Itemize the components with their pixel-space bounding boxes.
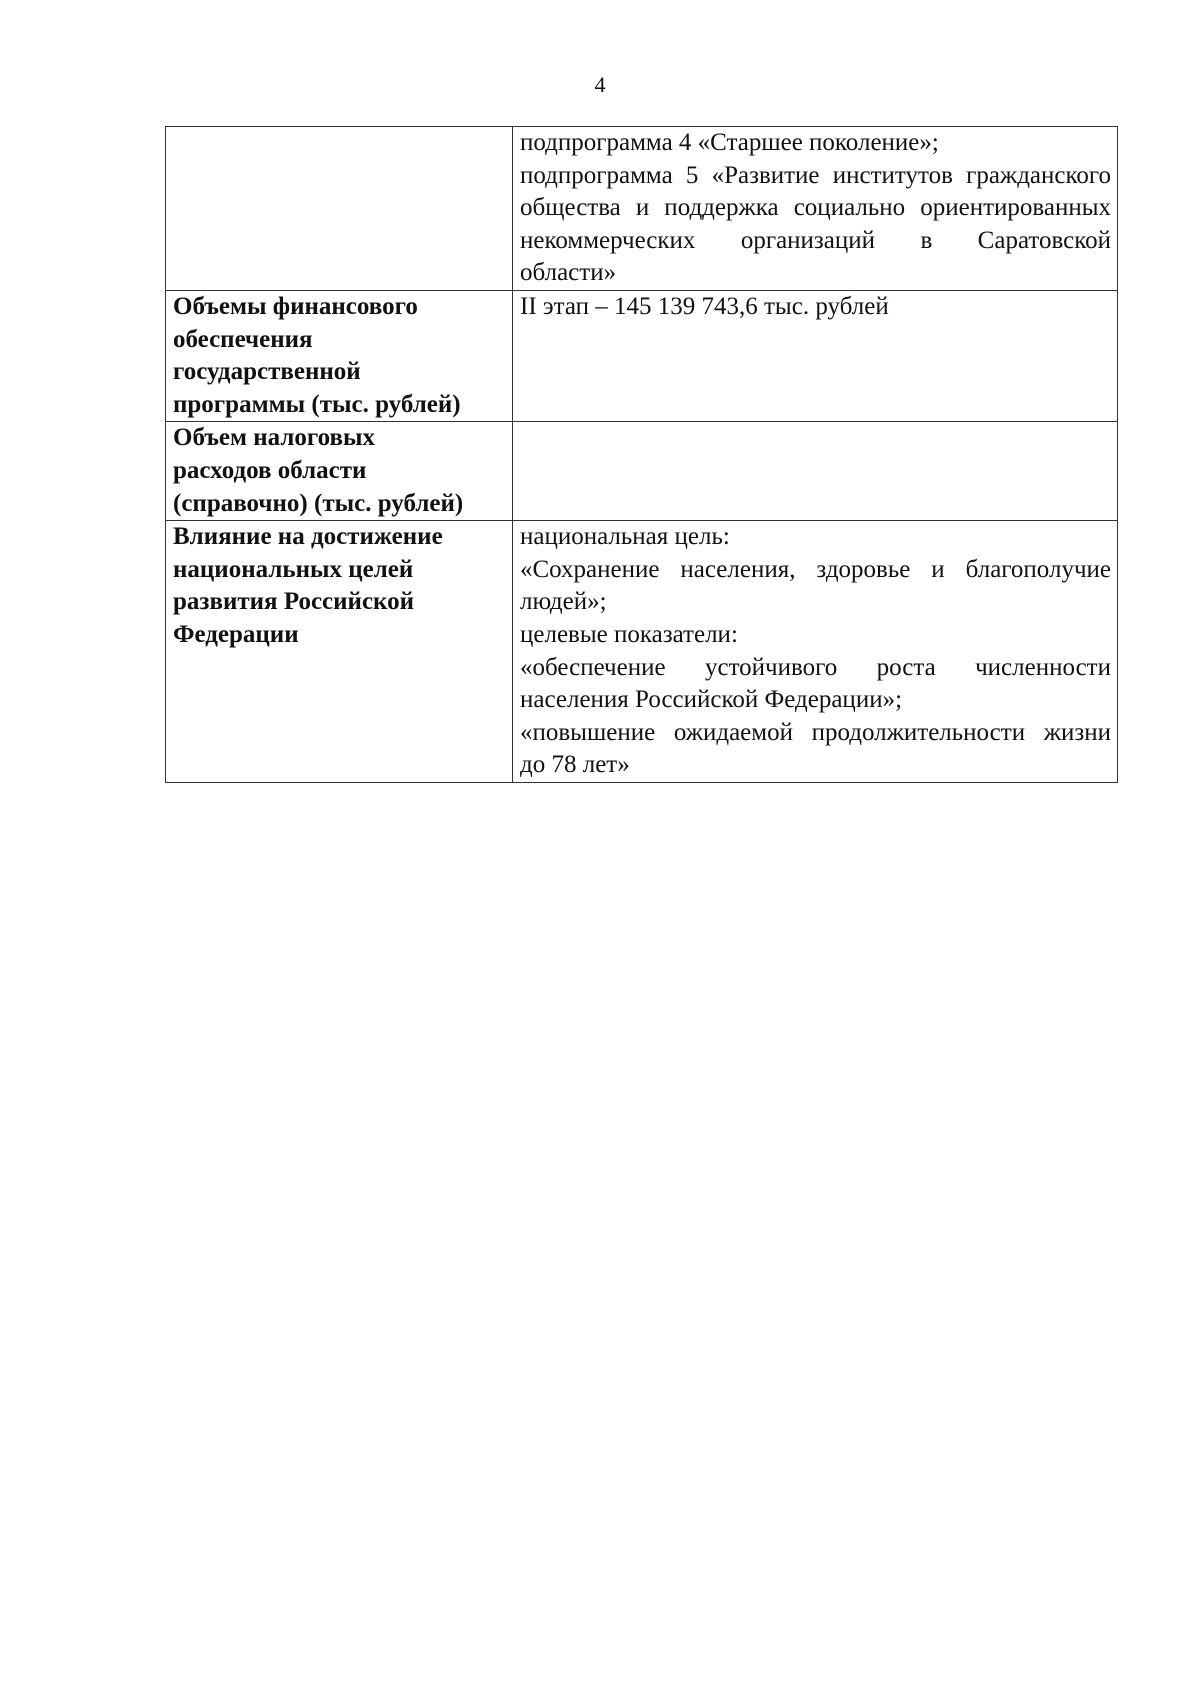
table-row-subprograms xyxy=(166,127,1118,291)
indicator-2-line-1: «повышение ожидаемой продолжительности жизни xyxy=(520,718,1111,746)
target-indicators-heading: целевые показатели: xyxy=(520,620,738,648)
label-line: Федерации xyxy=(173,620,299,648)
program-passport-table xyxy=(165,126,1118,783)
indicator-1-line-1: «обеспечение устойчивого роста численности xyxy=(520,653,1111,681)
row-label-tax-expenditures xyxy=(166,422,513,521)
financing-amount: II этап – 145 139 743,6 тыс. рублей xyxy=(520,292,889,320)
label-line: обеспечения xyxy=(173,325,313,353)
subprogram-4-line: подпрограмма 4 «Старшее поколение»; xyxy=(520,129,939,156)
row-value-national-goals xyxy=(513,521,1118,783)
page-number: 4 xyxy=(594,72,606,97)
label-line: расходов области xyxy=(173,456,367,484)
row-label-financing xyxy=(166,290,513,421)
label-line: государственной xyxy=(173,358,361,386)
label-line: Влияние на достижение xyxy=(173,523,443,551)
national-goal-line-2: людей»; xyxy=(520,588,607,616)
label-line: развития Российской xyxy=(173,588,415,616)
table-row-financing xyxy=(166,290,1118,421)
label-line: (справочно) (тыс. рублей) xyxy=(173,489,464,517)
row-label-national-goals xyxy=(166,521,513,783)
indicator-1-line-2: населения Российской Федерации»; xyxy=(520,686,903,714)
label-line: Объем налоговых xyxy=(173,424,376,452)
row-value-subprograms xyxy=(513,127,1118,291)
national-goal-line-1: «Сохранение населения, здоровье и благополучие xyxy=(520,555,1111,583)
row-value-tax-expenditures xyxy=(513,422,1118,521)
row-label-empty xyxy=(166,127,513,291)
table-row-national-goals xyxy=(166,521,1118,783)
row-value-financing xyxy=(513,290,1118,421)
subprogram-5-line-4: области» xyxy=(520,259,617,287)
subprogram-5-line-3: некоммерческих организаций в Саратовской xyxy=(520,226,1111,254)
label-line: Объемы финансового xyxy=(173,292,418,320)
label-line: программы (тыс. рублей) xyxy=(173,390,461,418)
national-goal-heading: национальная цель: xyxy=(520,523,730,551)
subprogram-5-line-1: подпрограмма 5 «Развитие институтов гражданского xyxy=(520,161,1111,189)
table-row-tax-expenditures xyxy=(166,422,1118,521)
indicator-2-line-2: до 78 лет» xyxy=(520,751,630,779)
label-line: национальных целей xyxy=(173,555,414,583)
subprogram-5-line-2: общества и поддержка социально ориентированных xyxy=(520,194,1111,222)
